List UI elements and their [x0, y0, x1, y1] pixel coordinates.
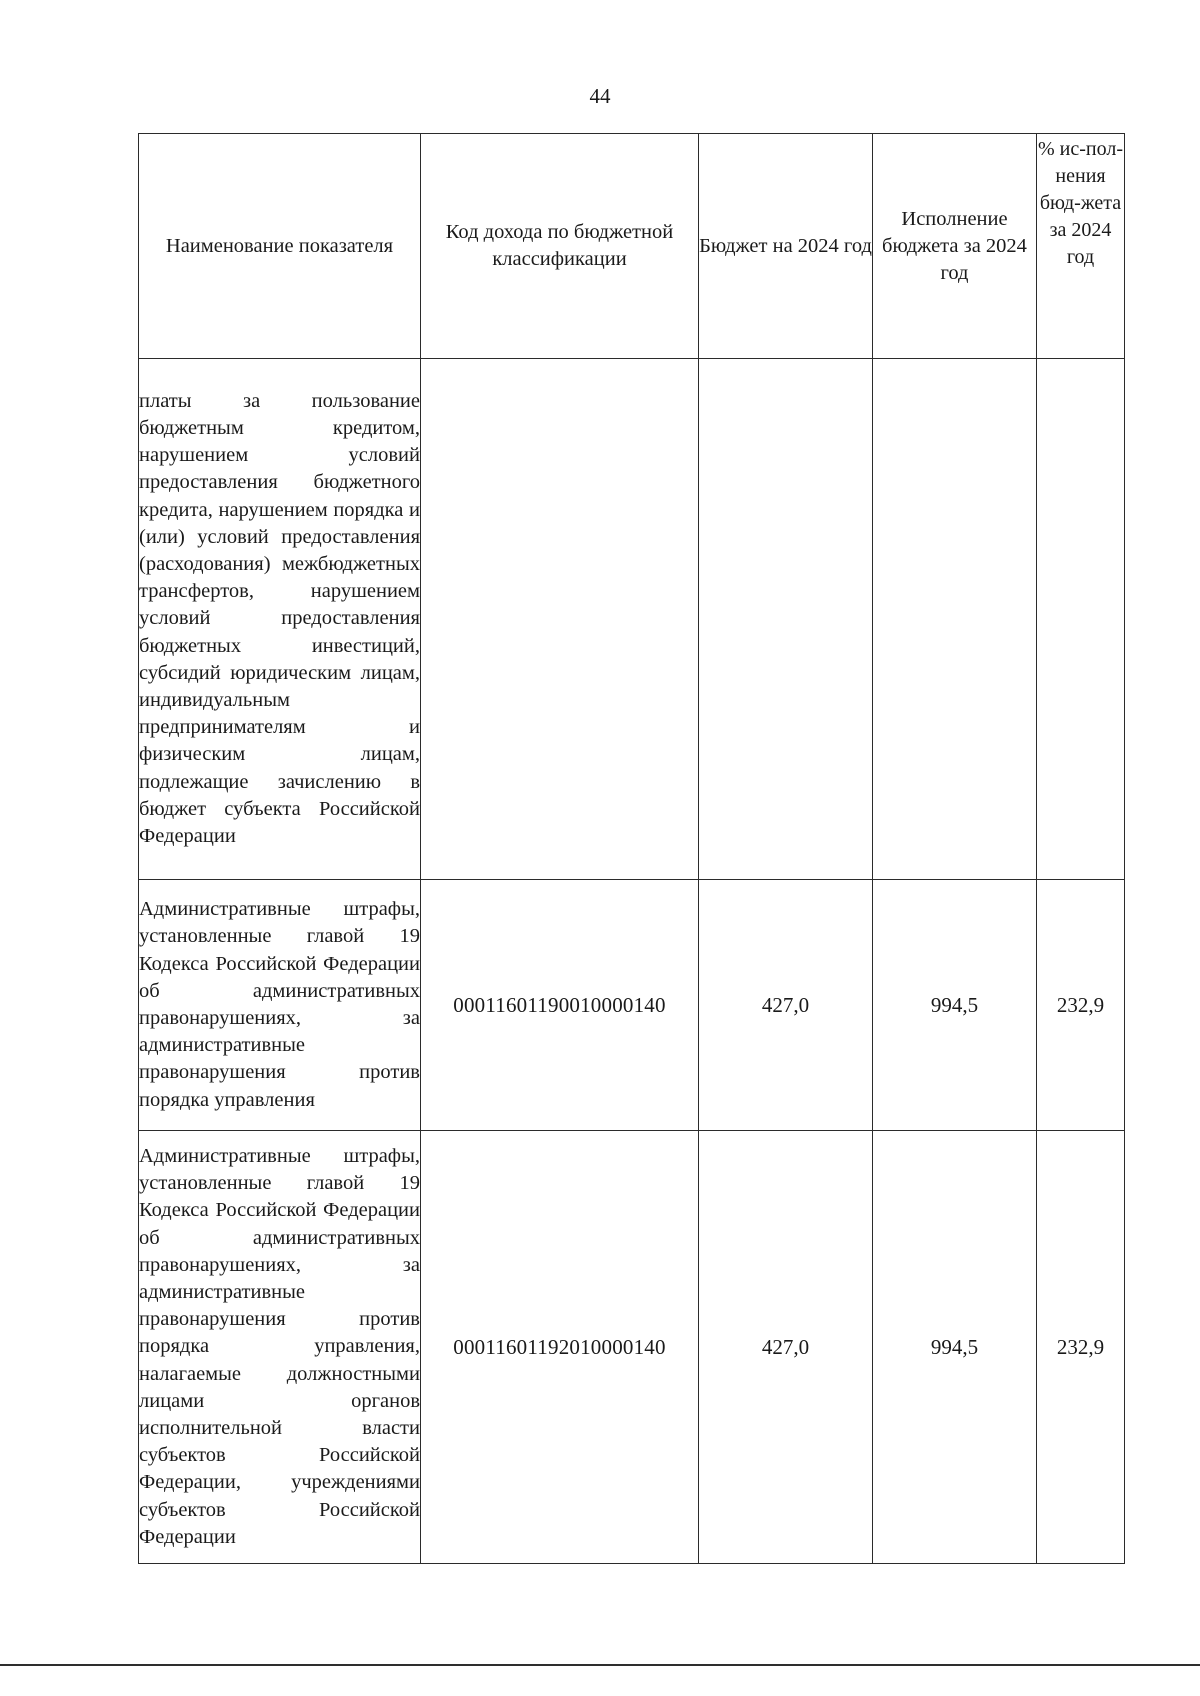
row-indicator-name: платы за пользование бюджетным кредитом, нарушением условий предоставления бюджетного кредита, нарушением порядка и (или) условий предоставления (расходования) межбюджетных трансфертов, нарушением условий предоставления бюджетных инвестиций, субсидий юридическим лицам, индивидуальным предпринимателям и физическим лицам, подлежащие зачислению в бюджет субъекта Российской Федерации: [139, 359, 421, 880]
row-budget-value: 427,0: [699, 880, 873, 1131]
page-number: 44: [589, 84, 611, 108]
header-execution-2024: Исполнение бюджета за 2024 год: [873, 134, 1037, 359]
table-row: [139, 880, 1125, 1131]
row-percent-value: [1037, 359, 1125, 880]
row-execution-value: 994,5: [873, 1131, 1037, 1564]
row-income-code: 00011601192010000140: [421, 1131, 699, 1564]
row-indicator-name: Административные штрафы, установленные главой 19 Кодекса Российской Федерации об административных правонарушениях, за административные правонарушения против порядка управления, налагаемые должностными лицами органов исполнительной власти субъектов Российской Федерации, учреждениями субъектов Российской Федерации: [139, 1131, 421, 1564]
header-indicator-name: Наименование показателя: [139, 134, 421, 359]
row-budget-value: 427,0: [699, 1131, 873, 1564]
row-budget-value: [699, 359, 873, 880]
row-income-code: [421, 359, 699, 880]
header-income-code: Код дохода по бюджетной классификации: [421, 134, 699, 359]
table-header-row: [139, 134, 1125, 359]
row-indicator-name: Административные штрафы, установленные главой 19 Кодекса Российской Федерации об административных правонарушениях, за административные правонарушения против порядка управления: [139, 880, 421, 1131]
row-income-code: 00011601190010000140: [421, 880, 699, 1131]
header-execution-percent: % ис-пол-нения бюд-жета за 2024 год: [1037, 134, 1125, 359]
page-bottom-rule: [0, 1664, 1200, 1666]
table-row: [139, 1131, 1125, 1564]
row-execution-value: [873, 359, 1037, 880]
header-budget-2024: Бюджет на 2024 год: [699, 134, 873, 359]
budget-execution-table: [138, 133, 1125, 1564]
row-percent-value: 232,9: [1037, 1131, 1125, 1564]
table-row: [139, 359, 1125, 880]
row-execution-value: 994,5: [873, 880, 1037, 1131]
row-percent-value: 232,9: [1037, 880, 1125, 1131]
